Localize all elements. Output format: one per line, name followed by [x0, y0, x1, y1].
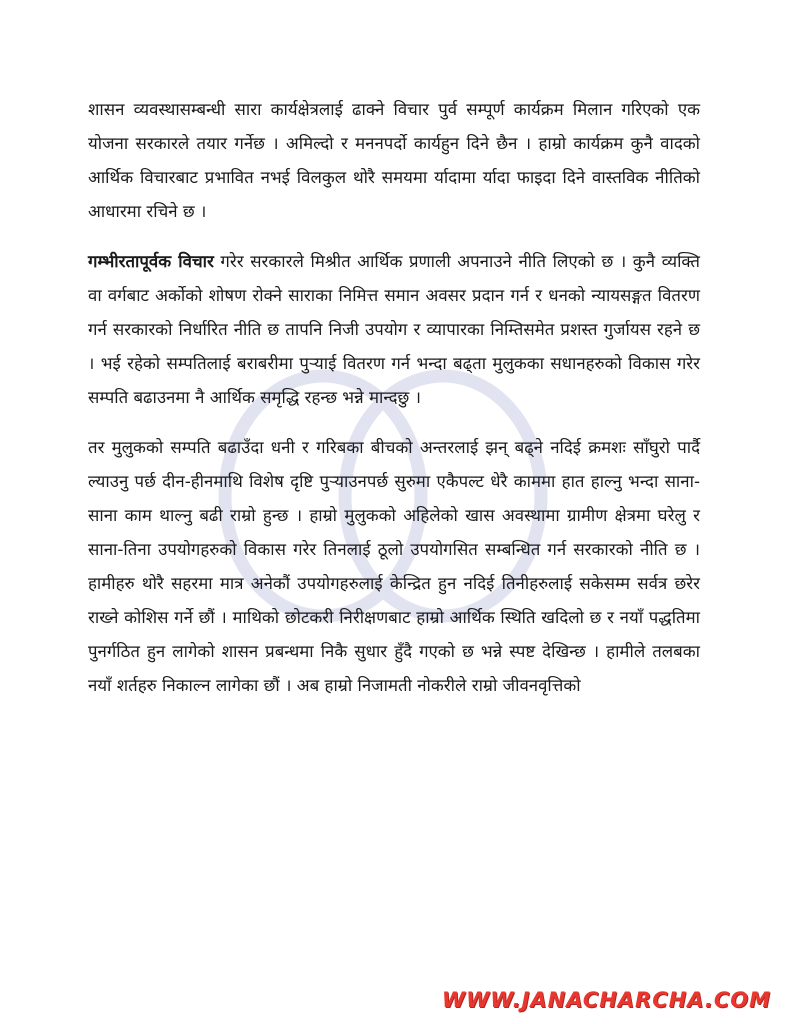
paragraph-1-text: शासन व्यवस्थासम्बन्धी सारा कार्यक्षेत्रलाई ढाक्ने विचार पुर्व सम्पूर्ण कार्यक्रम मिलान गरिएको एक योजना सरकारले तयार गर्नेछ । अमिल्दो र मननपर्दो कार्यहुन दिने छैन । हाम्रो कार्यक्रम कुनै वादको आर्थिक विचारबाट प्रभावित नभई विलकुल थोरै समयमा र्यादामा र्यादा फाइदा दिने वास्तविक नीतिको आधारमा रचिने छ ।: [88, 99, 700, 221]
paragraph-2: [88, 244, 700, 414]
paragraph-2-lead: गम्भीरतापूर्वक विचार: [88, 251, 214, 271]
paragraph-3-text: तर मुलुकको सम्पति बढाउँदा धनी र गरिबका बीचको अन्तरलाई झन् बढ्ने नदिई क्रमशः साँघुरो पार्दै ल्याउनु पर्छ दीन-हीनमाथि विशेष दृष्टि पुऱ्याउनपर्छ सुरुमा एकैपल्ट धेरै काममा हात हाल्नु भन्दा साना-साना काम थाल्नु बढी राम्रो हुन्छ । हाम्रो मुलुकको अहिलेको खास अवस्थामा ग्रामीण क्षेत्रमा घरेलु र साना-तिना उपयोगहरुको विकास गरेर तिनलाई ठूलो उपयोगसित सम्बन्धित गर्न सरकारको नीति छ । हामीहरु थोरै सहरमा मात्र अनेकौं उपयोगहरुलाई केन्द्रित हुन नदिई तिनीहरुलाई सकेसम्म सर्वत्र छरेर राख्ने कोशिस गर्ने छौं । माथिको छोटकरी निरीक्षणबाट हाम्रो आर्थिक स्थिति खदिलो छ र नयाँ पद्धतिमा पुनर्गठित हुन लागेको शासन प्रबन्धमा निकै सुधार हुँदै गएको छ भन्ने स्पष्ट देखिन्छ । हामीले तलबका नयाँ शर्तहरु निकाल्न लागेका छौं । अब हाम्रो निजामती नोकरीले राम्रो जीवनवृत्तिको: [88, 437, 700, 695]
paragraph-2-text: गरेर सरकारले मिश्रीत आर्थिक प्रणाली अपनाउने नीति लिएको छ । कुनै व्यक्ति वा वर्गबाट अर्कोको शोषण रोक्ने साराका निमित्त समान अवसर प्रदान गर्न र धनको न्यायसङ्गत वितरण गर्न सरकारको निर्धारित नीति छ तापनि निजी उपयोग र व्यापारका निम्तिसमेत प्रशस्त गुर्जायस रहने छ । भई रहेको सम्पतिलाई बराबरीमा पुऱ्याई वितरण गर्न भन्दा बढ्ता मुलुकका सधानहरुको विकास गरेर सम्पति बढाउनमा नै आर्थिक समृद्धि रहन्छ भन्ने मान्दछु ।: [88, 251, 700, 407]
paragraph-1: [88, 92, 700, 228]
paragraph-3: [88, 430, 700, 702]
document-body: [88, 92, 700, 718]
site-url-watermark: WWW.JANACHARCHA.COM: [441, 988, 771, 1012]
